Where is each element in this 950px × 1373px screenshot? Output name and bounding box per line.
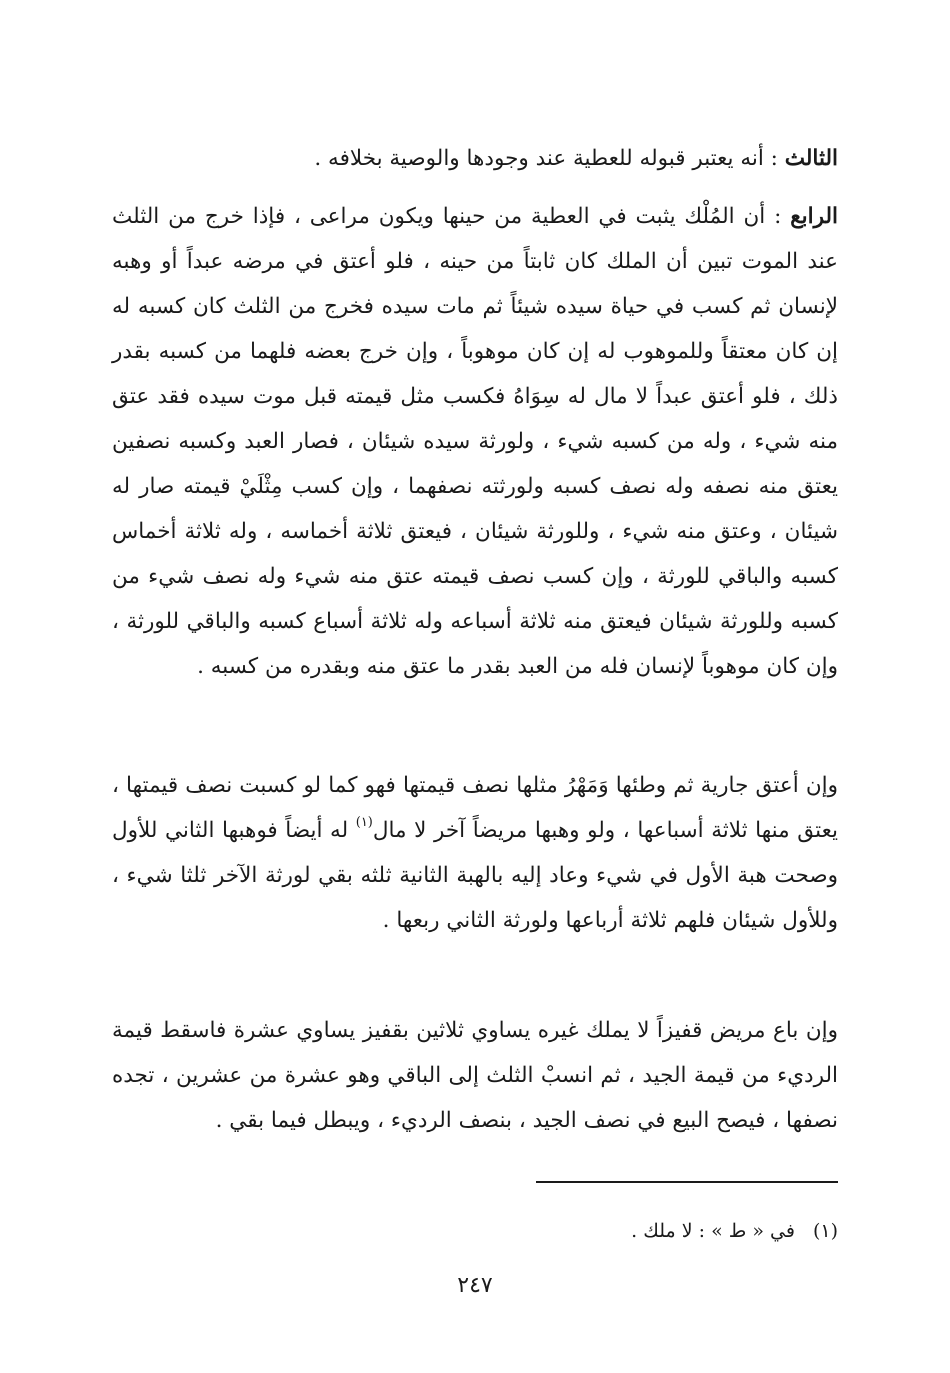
page-number: ٢٤٧ [457, 1273, 493, 1298]
paragraph-text: له أيضاً فوهبها الثاني للأول وصحت هبة الأول في شيء وعاد إليه بالهبة الثانية ثلثه بقي لورثة الآخر ثلثا شيء ، وللأول شيئان فلهم ثلاثة أرباعها ولورثة الثاني ربعها . [112, 817, 838, 933]
footnote-divider [536, 1181, 838, 1183]
paragraph-text: وإن أعتق جارية ثم وطئها وَمَهْرُ مثلها نصف قيمتها فهو كما لو كسبت نصف قيمتها ، يعتق منها ثلاثة أسباعها ، ولو وهبها مريضاً آخر لا مال [112, 772, 838, 843]
paragraph-sale-by-sick-person [112, 1008, 838, 1143]
footnote-text: في « ط » : لا ملك . [631, 1220, 795, 1242]
paragraph-third-difference [112, 136, 838, 181]
footnote [112, 1214, 838, 1248]
paragraph-text: : أن المُلْك يثبت في العطية من حينها ويكون مراعى ، فإذا خرج من الثلث عند الموت تبين أن الملك كان ثابتاً من حينه ، فلو أعتق في مرضه عبداً أو وهبه لإنسان ثم كسب في حياة سيده شيئاً ثم مات سيده فخرج من الثلث كان كسبه له إن كان معتقاً وللموهوب له إن كان موهوباً ، وإن خرج بعضه فلهما من كسبه بقدر ذلك ، فلو أعتق عبداً لا مال له سِوَاهُ فكسب مثل قيمته قبل موت سيده فقد عتق منه شيء ، وله من كسبه شيء ، ولورثة سيده شيئان ، فصار العبد وكسبه نصفين يعتق منه نصفه وله نصف كسبه ولورثته نصفهما ، وإن كسب مِثْلَيْ قيمته صار له شيئان ، وعتق منه شيء ، وللورثة شيئان ، فيعتق ثلاثة أخماسه ، وله ثلاثة أخماس كسبه والباقي للورثة ، وإن كسب نصف قيمته عتق منه شيء وله نصف شيء من كسبه وللورثة شيئان فيعتق منه ثلاثة أسباعه وله ثلاثة أسباع كسبه والباقي للورثة ، وإن كان موهوباً لإنسان فله من العبد بقدر ما عتق منه وبقدره من كسبه . [112, 203, 838, 679]
footnote-mark: (١) [812, 1220, 838, 1242]
paragraph-fourth-difference [112, 194, 838, 689]
paragraph-text: : أنه يعتبر قبوله للعطية عند وجودها والوصية بخلافه . [314, 145, 785, 171]
paragraph-lead-word: الثالث [784, 145, 838, 171]
paragraph-text: وإن باع مريض قفيزاً لا يملك غيره يساوي ثلاثين بقفيز يساوي عشرة فاسقط قيمة الرديء من قيمة الجيد ، ثم انسبْ الثلث إلى الباقي وهو عشرة من عشرين ، تجده نصفها ، فيصح البيع في نصف الجيد ، بنصف الرديء ، ويبطل فيما بقي . [112, 1017, 838, 1133]
paragraph-freed-slave-girl [112, 763, 838, 943]
footnote-reference[interactable]: (١) [355, 815, 373, 831]
paragraph-lead-word: الرابع [790, 203, 838, 229]
